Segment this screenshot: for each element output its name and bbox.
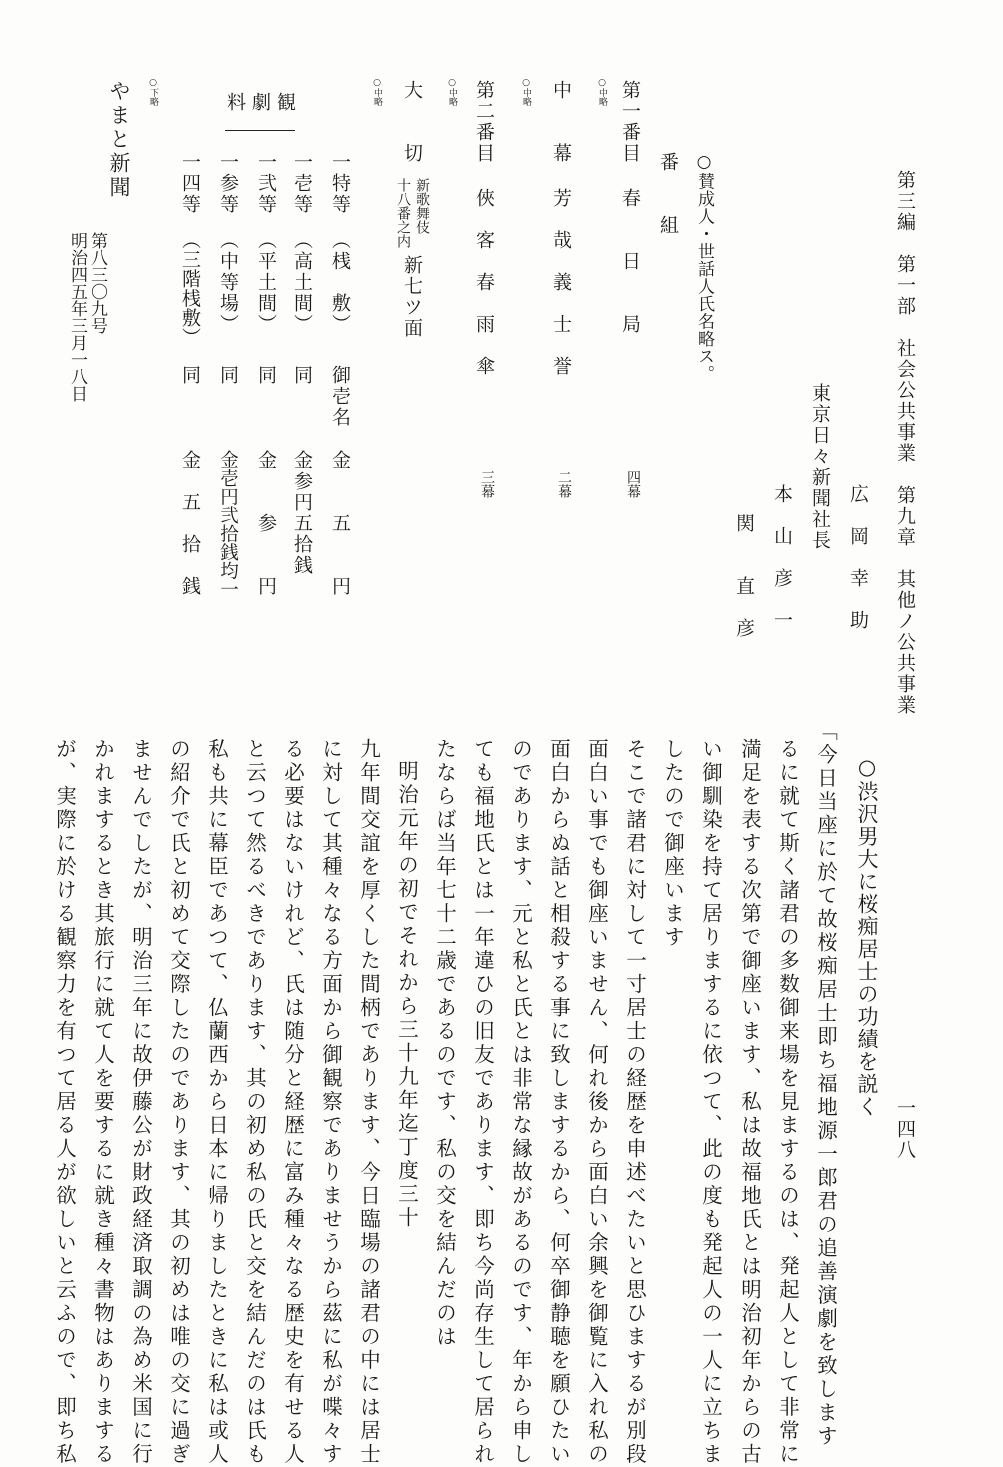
body-line: い御馴染を持て居りまするに依つて、此の度も発起人の一人に立ちま <box>698 738 723 1467</box>
fee-unit: 同 <box>217 365 239 386</box>
omit-mark: ○中略 <box>521 78 531 106</box>
fee-seat: （三階桟敷） <box>179 230 201 347</box>
fee-price: 金壱円弐拾銭均一 <box>217 450 239 598</box>
body-line: したので御座います <box>660 738 685 950</box>
program-label: 中 幕 <box>550 80 572 164</box>
body-line: 明治元年の初でそれから三十九年迄丁度三十 <box>394 760 419 1230</box>
program-label: 第二番目 <box>473 80 495 164</box>
body-line: 「今日当座に於て故桜痴居士即ち福地源一郎君の追善演劇を致します <box>813 720 838 1449</box>
fee-price: 金 参 円 <box>255 450 277 597</box>
omit-bottom-mark: ○下略 <box>148 78 158 106</box>
program-acts: 二幕 <box>556 470 572 498</box>
fee-grade: 一壱等 <box>291 152 313 215</box>
chapter-header: 第三編 第一部 社会公共事業 第九章 其他ノ公共事業 <box>894 170 916 716</box>
program-title: 新七ツ面 <box>401 255 423 339</box>
sponsors-note: ○賛成人・世話人氏名略ス。 <box>694 152 714 383</box>
body-line: 満足を表する次第で御座います、私は故福地氏とは明治初年からの古 <box>737 738 762 1467</box>
fee-seat: （中等場） <box>217 230 239 335</box>
omit-mark: ○中略 <box>372 78 382 106</box>
program-title: 春 日 局 <box>619 188 641 335</box>
article-title: ○渋沢男大に桜痴居士の功績を説く <box>855 755 879 1118</box>
fee-heading-kan: 観 <box>274 92 296 113</box>
omit-mark: ○中略 <box>447 78 457 106</box>
body-line: のであります、元と私と氏とは非常な縁故があるのです、年から申し <box>508 738 533 1467</box>
program-sub-juhachiban: 十八番之内 <box>395 178 411 248</box>
fee-unit: 同 <box>255 365 277 386</box>
body-line: に対して其種々なる方面から御観察でありませうから茲に私が喋々す <box>318 738 343 1467</box>
body-line: 私も共に幕臣であつて、仏蘭西から日本に帰りましたときに私は或人 <box>204 738 229 1467</box>
program-label: 第一番目 <box>619 80 641 164</box>
fee-heading-geki: 劇 <box>249 92 271 113</box>
fee-grade: 一四等 <box>179 152 201 215</box>
fee-unit: 同 <box>291 365 313 386</box>
program-title: 俠 客 春 雨 傘 <box>473 188 495 377</box>
program-heading: 番 組 <box>657 152 679 236</box>
fee-price: 金 五 円 <box>329 450 351 597</box>
fee-price: 金 五 拾 銭 <box>179 450 201 597</box>
program-title: 芳 哉 義 士 誉 <box>550 188 572 377</box>
source-newspaper: やまと新聞 <box>107 80 131 200</box>
fee-unit: 御壱名 <box>329 365 351 428</box>
person-hirooka: 広 岡 幸 助 <box>847 484 869 631</box>
body-line: るに就て斯く諸君の多数御来場を見まするのは、発起人として非常に <box>775 738 800 1467</box>
fee-heading-ryo: 料 <box>224 92 246 113</box>
source-date: 明治四五年三月一八日 <box>67 232 87 402</box>
body-line: そこで諸君に対して一寸居士の経歴を申述べたいと思ひまするが別段 <box>622 738 647 1467</box>
fee-seat: （桟 敷） <box>329 230 351 335</box>
body-line: が、実際に於ける観察力を有つて居る人が欲しいと云ふので、即ち私 <box>52 738 77 1467</box>
fee-grade: 一特等 <box>329 152 351 215</box>
fee-grade: 一参等 <box>217 152 239 215</box>
source-issue: 第八三〇九号 <box>87 232 107 334</box>
person-motoyama: 本 山 彦 一 <box>771 484 793 631</box>
body-line: 九年間交誼を厚くした間柄であります、今日臨場の諸君の中には居士 <box>356 738 381 1467</box>
program-label: 大 切 <box>401 80 423 164</box>
program-acts: 四幕 <box>625 470 641 498</box>
fee-price: 金参円五拾銭 <box>291 450 313 576</box>
body-line: ませんでしたが、明治三年に故伊藤公が財政経済取調の為め米国に行 <box>128 738 153 1467</box>
body-line: 面白い事でも御座いません、何れ後から面白い余興を御覧に入れ私の <box>584 738 609 1467</box>
body-line: たならば当年七十二歳であるのです、私の交を結んだのは <box>432 738 457 1349</box>
body-line: 面白からぬ話と相殺する事に致しまするから、何卒御静聴を願ひたい <box>546 738 571 1467</box>
fee-unit: 同 <box>179 365 201 386</box>
body-line: かれまするとき其旅行に就て人を要するに就き種々書物はありまする <box>90 738 115 1467</box>
fee-seat: （平土間） <box>255 230 277 335</box>
person-seki: 関 直 彦 <box>733 513 755 639</box>
person-motoyama-title: 東京日々新聞社長 <box>809 383 831 551</box>
fee-heading-rule <box>225 130 295 131</box>
body-line: と云つて然るべきであります、其の初め私の氏と交を結んだのは氏も <box>242 738 267 1467</box>
fee-grade: 一弐等 <box>255 152 277 215</box>
body-line: る必要はないけれど、氏は随分と経歴に富み種々なる歴史を有せる人 <box>280 738 305 1467</box>
body-line: の紹介で氏と初めて交際したのであります、其の初めは唯の交に過ぎ <box>166 738 191 1467</box>
omit-mark: ○中略 <box>597 78 607 106</box>
body-line: ても福地氏とは一年違ひの旧友であります、即ち今尚存生して居られ <box>470 738 495 1467</box>
page-number: 一四八 <box>894 1098 916 1161</box>
program-acts: 三幕 <box>479 470 495 498</box>
fee-seat: （高土間） <box>291 230 313 335</box>
program-sub-kabuki: 新歌舞伎 <box>414 178 430 234</box>
